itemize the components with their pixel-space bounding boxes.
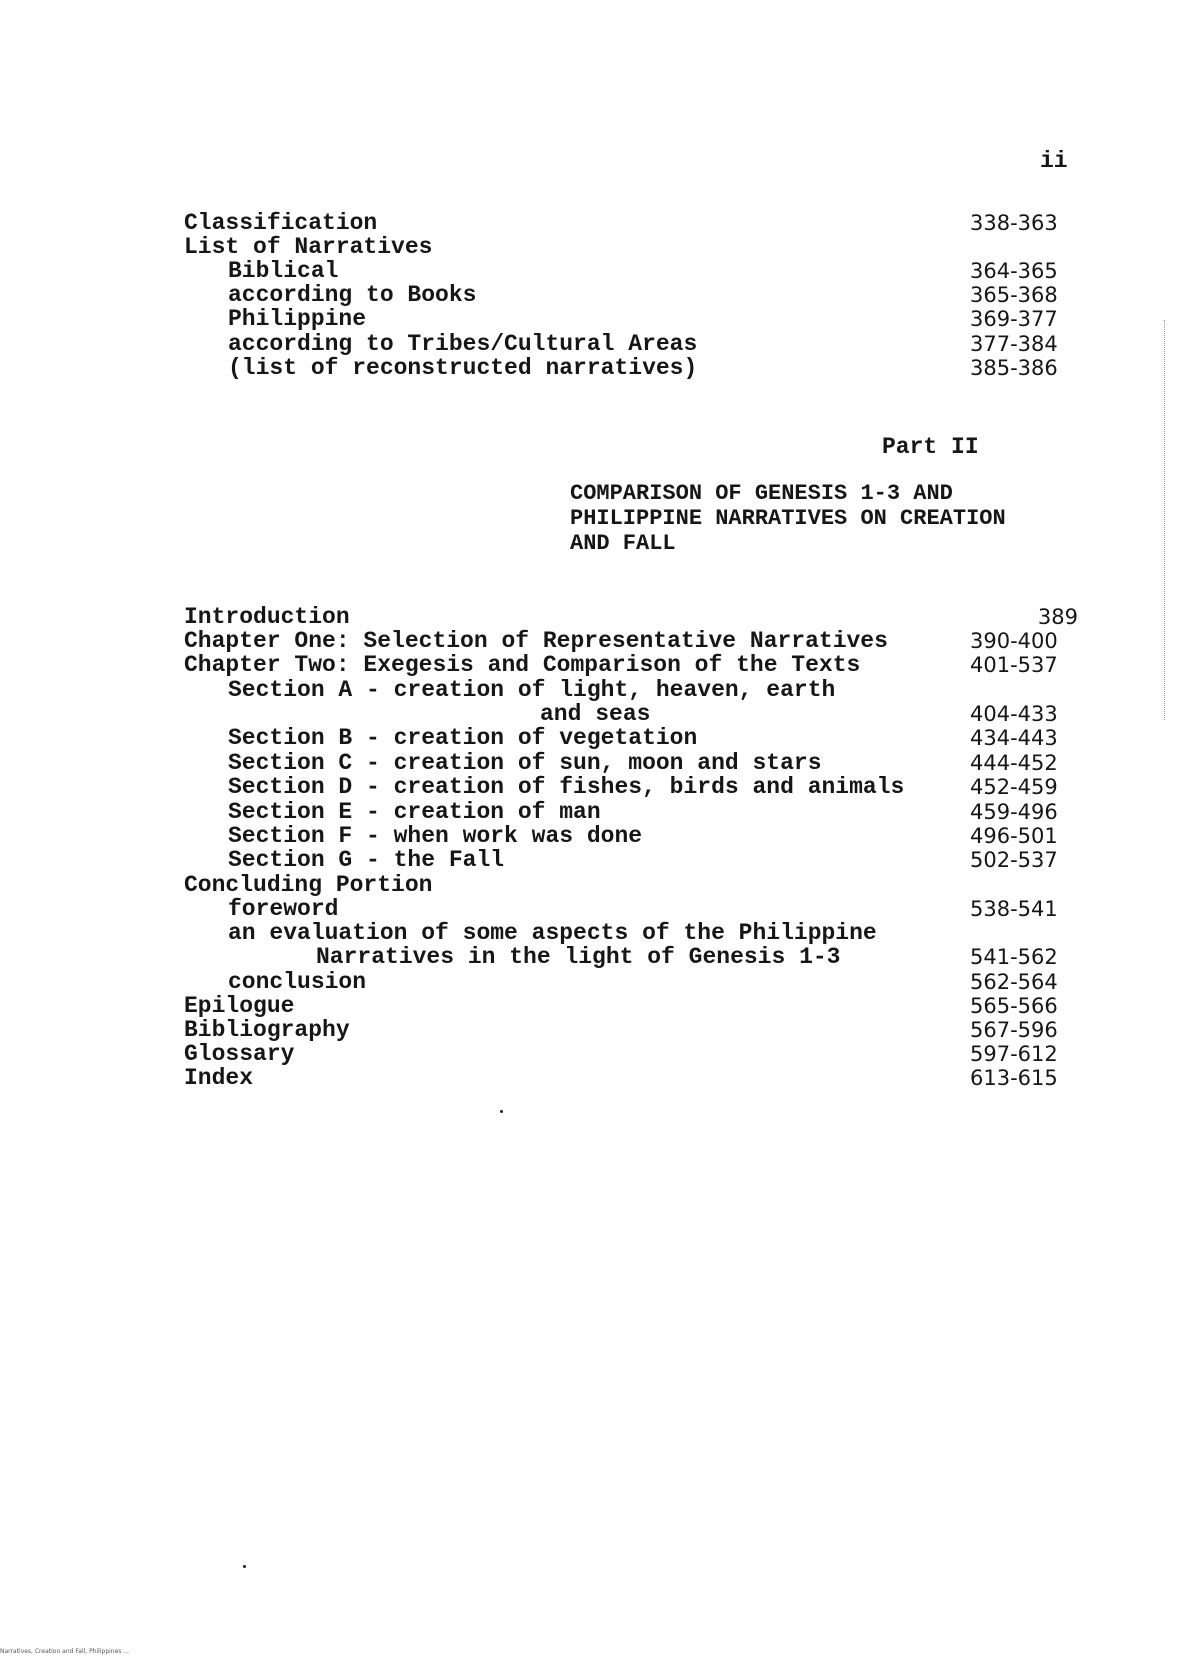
toc-entry xyxy=(0,751,1178,776)
toc-entry-pages: 389 xyxy=(1037,605,1078,629)
toc-entry-label: according to Books xyxy=(228,282,477,308)
toc-entry-pages: 338-363 xyxy=(970,211,1058,235)
toc-entry xyxy=(0,824,1178,849)
toc-entry xyxy=(0,629,1178,654)
toc-entry xyxy=(0,356,1178,381)
toc-entry-label: Index xyxy=(184,1065,254,1091)
part-title-line: COMPARISON OF GENESIS 1-3 AND xyxy=(570,481,953,506)
toc-entry-pages: 597-612 xyxy=(970,1042,1058,1066)
toc-entry-label: (list of reconstructed narratives) xyxy=(228,355,698,381)
toc-entry-label: Chapter One: Selection of Representative Narratives xyxy=(184,628,888,654)
toc-entry-label: Section D - creation of fishes, birds and animals xyxy=(228,774,905,800)
toc-entry xyxy=(0,945,1178,970)
ink-speck xyxy=(500,1110,503,1113)
toc-entry-label: Philippine xyxy=(228,306,367,332)
toc-entry xyxy=(0,921,1178,946)
toc-entry xyxy=(0,848,1178,873)
toc-entry-label: Section G - the Fall xyxy=(228,847,505,873)
toc-entry xyxy=(0,1066,1178,1091)
toc-entry-pages: 541-562 xyxy=(970,945,1058,969)
toc-entry-label: Glossary xyxy=(184,1041,295,1067)
toc-entry-pages: 567-596 xyxy=(970,1018,1058,1042)
toc-entry-label: an evaluation of some aspects of the Philippine xyxy=(228,920,877,946)
part-title-line: PHILIPPINE NARRATIVES ON CREATION xyxy=(570,506,1006,531)
toc-entry-pages: 404-433 xyxy=(970,702,1058,726)
toc-entry-pages: 538-541 xyxy=(970,897,1058,921)
toc-entry-label: according to Tribes/Cultural Areas xyxy=(228,331,698,357)
toc-entry-label: foreword xyxy=(228,896,339,922)
part-title xyxy=(570,481,1090,556)
toc-entry-label: Section C - creation of sun, moon and stars xyxy=(228,750,822,776)
toc-entry-label: Bibliography xyxy=(184,1017,350,1043)
toc-entry-label: Section B - creation of vegetation xyxy=(228,725,698,751)
toc-entry-label: Section F - when work was done xyxy=(228,823,643,849)
toc-entry-pages: 565-566 xyxy=(970,994,1058,1018)
toc-entry xyxy=(0,800,1178,825)
toc-entry-pages: 444-452 xyxy=(970,751,1058,775)
toc-entry xyxy=(0,678,1178,703)
toc-entry-pages: 452-459 xyxy=(970,775,1058,799)
page-number: ii xyxy=(1040,148,1068,174)
toc-entry xyxy=(0,307,1178,332)
toc-entry-pages: 365-368 xyxy=(970,283,1058,307)
scan-footer: Narratives, Creation and Fall, Philippines ... xyxy=(0,1648,130,1655)
toc-entry xyxy=(0,970,1178,995)
toc-entry-pages: 613-615 xyxy=(970,1066,1058,1090)
toc-entry-pages: 434-443 xyxy=(970,726,1058,750)
toc-entry xyxy=(0,994,1178,1019)
toc-entry xyxy=(0,653,1178,678)
toc-entry-label: Biblical xyxy=(228,258,339,284)
toc-entry xyxy=(0,873,1178,898)
toc-entry-pages: 401-537 xyxy=(970,653,1058,677)
toc-entry-label: Narratives in the light of Genesis 1-3 xyxy=(316,944,841,970)
toc-entry-label: Epilogue xyxy=(184,993,295,1019)
toc-entry xyxy=(0,259,1178,284)
toc-entry-label: Introduction xyxy=(184,604,350,630)
toc-entry-pages: 496-501 xyxy=(970,824,1058,848)
toc-entry-pages: 502-537 xyxy=(970,848,1058,872)
toc-entry xyxy=(0,235,1178,260)
part-title-line: AND FALL xyxy=(570,531,676,556)
ink-speck xyxy=(243,1565,246,1568)
toc-entry-pages: 364-365 xyxy=(970,259,1058,283)
toc-entry-pages: 377-384 xyxy=(970,332,1058,356)
toc-entry xyxy=(0,726,1178,751)
toc-entry-pages: 369-377 xyxy=(970,307,1058,331)
toc-entry-label: Section E - creation of man xyxy=(228,799,601,825)
part-heading: Part II xyxy=(882,434,979,460)
toc-entry-pages: 562-564 xyxy=(970,970,1058,994)
toc-entry-label: Classification xyxy=(184,210,378,236)
toc-entry xyxy=(0,1018,1178,1043)
scan-edge-marks xyxy=(1164,320,1168,720)
toc-entry xyxy=(0,1042,1178,1067)
toc-entry xyxy=(0,332,1178,357)
toc-entry-label: and seas xyxy=(540,701,651,727)
toc-entry-label: Concluding Portion xyxy=(184,872,433,898)
toc-entry xyxy=(0,897,1178,922)
toc-entry xyxy=(0,283,1178,308)
toc-entry xyxy=(0,605,1178,630)
toc-entry-label: conclusion xyxy=(228,969,367,995)
toc-entry xyxy=(0,775,1178,800)
toc-entry-pages: 390-400 xyxy=(970,629,1058,653)
toc-entry-label: List of Narratives xyxy=(184,234,433,260)
toc-entry xyxy=(0,702,1178,727)
toc-entry-pages: 459-496 xyxy=(970,800,1058,824)
toc-entry xyxy=(0,211,1178,236)
toc-entry-label: Section A - creation of light, heaven, earth xyxy=(228,677,836,703)
toc-entry-pages: 385-386 xyxy=(970,356,1058,380)
toc-entry-label: Chapter Two: Exegesis and Comparison of the Texts xyxy=(184,652,861,678)
